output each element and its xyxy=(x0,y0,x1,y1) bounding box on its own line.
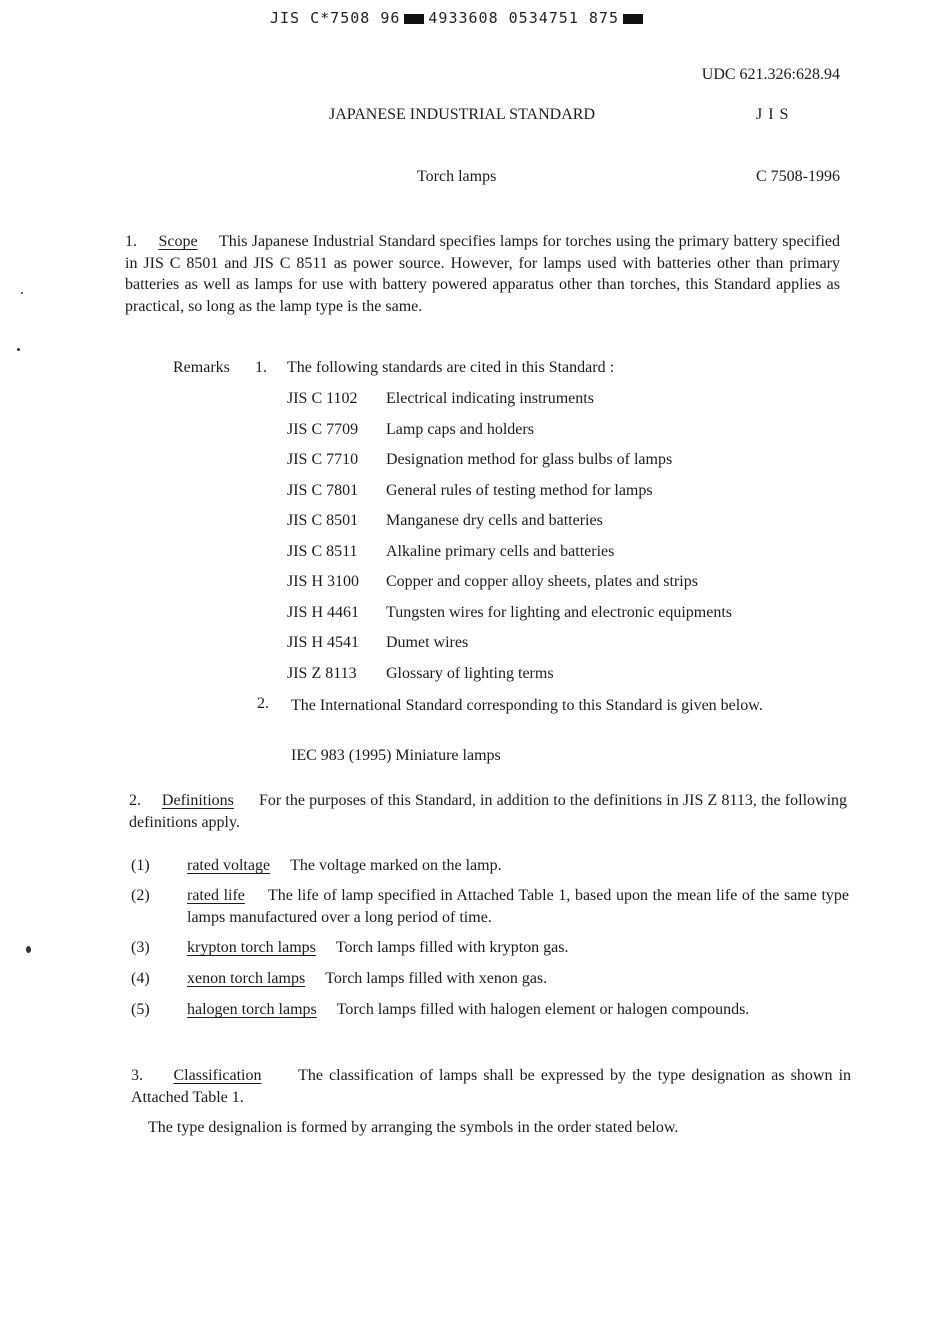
definition-text: The life of lamp specified in Attached Table 1, based upon the mean life of the same type lamps manufactured over a long period of time. xyxy=(187,887,850,926)
remarks-item1-number: 1. xyxy=(255,359,267,376)
definition-text: Torch lamps filled with krypton gas. xyxy=(335,939,569,956)
header-code-part1: JIS C*7508 96 xyxy=(270,9,401,27)
definitions-section xyxy=(129,790,847,833)
definition-number: (4) xyxy=(131,970,150,987)
iec-reference: IEC 983 (1995) Miniature lamps xyxy=(291,747,501,764)
reference-row xyxy=(287,543,614,561)
doc-title: Torch lamps xyxy=(417,168,497,185)
reference-title: Dumet wires xyxy=(386,634,469,651)
reference-code: JIS C 7709 xyxy=(287,421,359,438)
reference-row xyxy=(287,482,653,500)
doc-number: C 7508-1996 xyxy=(756,168,840,185)
classification-heading: Classification xyxy=(173,1067,262,1084)
definition-item xyxy=(131,999,851,1043)
udc-number: UDC 621.326:628.94 xyxy=(701,66,840,83)
reference-code: JIS H 4461 xyxy=(287,604,360,621)
reference-title: Lamp caps and holders xyxy=(386,421,534,438)
scope-section xyxy=(125,231,840,317)
reference-code: JIS H 3100 xyxy=(287,573,360,590)
reference-title: Glossary of lighting terms xyxy=(386,665,554,682)
reference-title: Copper and copper alloy sheets, plates and strips xyxy=(386,573,698,590)
definition-number: (1) xyxy=(131,857,150,874)
definition-item xyxy=(131,968,851,990)
classification-number: 3. xyxy=(131,1067,143,1084)
reference-code: JIS C 7710 xyxy=(287,451,359,468)
reference-code: JIS C 1102 xyxy=(287,390,358,407)
scan-speck-icon xyxy=(21,292,23,294)
definition-term: rated life xyxy=(187,887,245,904)
definition-number: (5) xyxy=(131,1001,150,1018)
scan-speck-icon xyxy=(17,348,20,351)
jis-mark: J I S xyxy=(756,106,790,123)
redaction-block-icon xyxy=(404,14,424,24)
document-header-code xyxy=(270,9,647,27)
scope-number: 1. xyxy=(125,233,137,250)
reference-row xyxy=(287,665,554,683)
reference-code: JIS C 7801 xyxy=(287,482,359,499)
redaction-block-icon xyxy=(623,14,643,24)
definition-text: The voltage marked on the lamp. xyxy=(290,857,502,874)
reference-code: JIS C 8511 xyxy=(287,543,358,560)
definition-text: Torch lamps filled with halogen element or halogen compounds. xyxy=(336,1001,750,1018)
definition-term: rated voltage xyxy=(187,857,271,874)
reference-title: Electrical indicating instruments xyxy=(386,390,594,407)
definition-term: krypton torch lamps xyxy=(187,939,316,956)
classification-section xyxy=(131,1065,851,1108)
definition-item xyxy=(131,937,851,959)
remarks-label: Remarks xyxy=(173,359,230,376)
definition-term: xenon torch lamps xyxy=(187,970,306,987)
reference-row xyxy=(287,634,468,652)
reference-row xyxy=(287,390,594,408)
reference-code: JIS Z 8113 xyxy=(287,665,357,682)
remarks-item2-text: The International Standard corresponding to this Standard is given below. xyxy=(291,697,763,714)
standard-title: JAPANESE INDUSTRIAL STANDARD xyxy=(329,106,595,123)
reference-title: Alkaline primary cells and batteries xyxy=(386,543,615,560)
reference-title: Designation method for glass bulbs of lamps xyxy=(386,451,673,468)
reference-title: Manganese dry cells and batteries xyxy=(386,512,603,529)
classification-followup: The type designalion is formed by arranging the symbols in the order stated below. xyxy=(148,1119,679,1136)
definition-number: (3) xyxy=(131,939,150,956)
definitions-heading: Definitions xyxy=(161,792,234,809)
definition-text: Torch lamps filled with xenon gas. xyxy=(325,970,548,987)
header-code-part2: 4933608 0534751 875 xyxy=(428,9,619,27)
reference-title: Tungsten wires for lighting and electronic equipments xyxy=(386,604,733,621)
definition-term: halogen torch lamps xyxy=(187,1001,317,1018)
definitions-number: 2. xyxy=(129,792,141,809)
definition-item xyxy=(131,885,851,929)
reference-row xyxy=(287,451,672,469)
scan-speck-icon xyxy=(26,946,31,953)
remarks-item2-number: 2. xyxy=(257,695,269,712)
definitions-text: For the purposes of this Standard, in addition to the definitions in JIS Z 8113, the following definitions apply. xyxy=(129,792,848,831)
reference-code: JIS C 8501 xyxy=(287,512,359,529)
reference-code: JIS H 4541 xyxy=(287,634,360,651)
reference-row xyxy=(287,421,534,439)
scope-text: This Japanese Industrial Standard specifies lamps for torches using the primary battery specified in JIS C 8501 and JIS C 8511 as power source. However, for lamps used with batteries other than primary batteries as well as lamps for use with battery powered apparatus other than torches, this Standard applies as practical, so long as the lamp type is the same. xyxy=(125,233,841,315)
reference-row xyxy=(287,604,732,622)
reference-row xyxy=(287,512,603,530)
definition-item xyxy=(131,855,851,877)
reference-row xyxy=(287,573,698,591)
remarks-item1-text: The following standards are cited in this Standard : xyxy=(287,359,615,376)
scope-heading: Scope xyxy=(158,233,198,250)
classification-text: The classification of lamps shall be expressed by the type designation as shown in Attached Table 1. xyxy=(131,1067,852,1106)
reference-title: General rules of testing method for lamps xyxy=(386,482,653,499)
definition-number: (2) xyxy=(131,887,150,904)
